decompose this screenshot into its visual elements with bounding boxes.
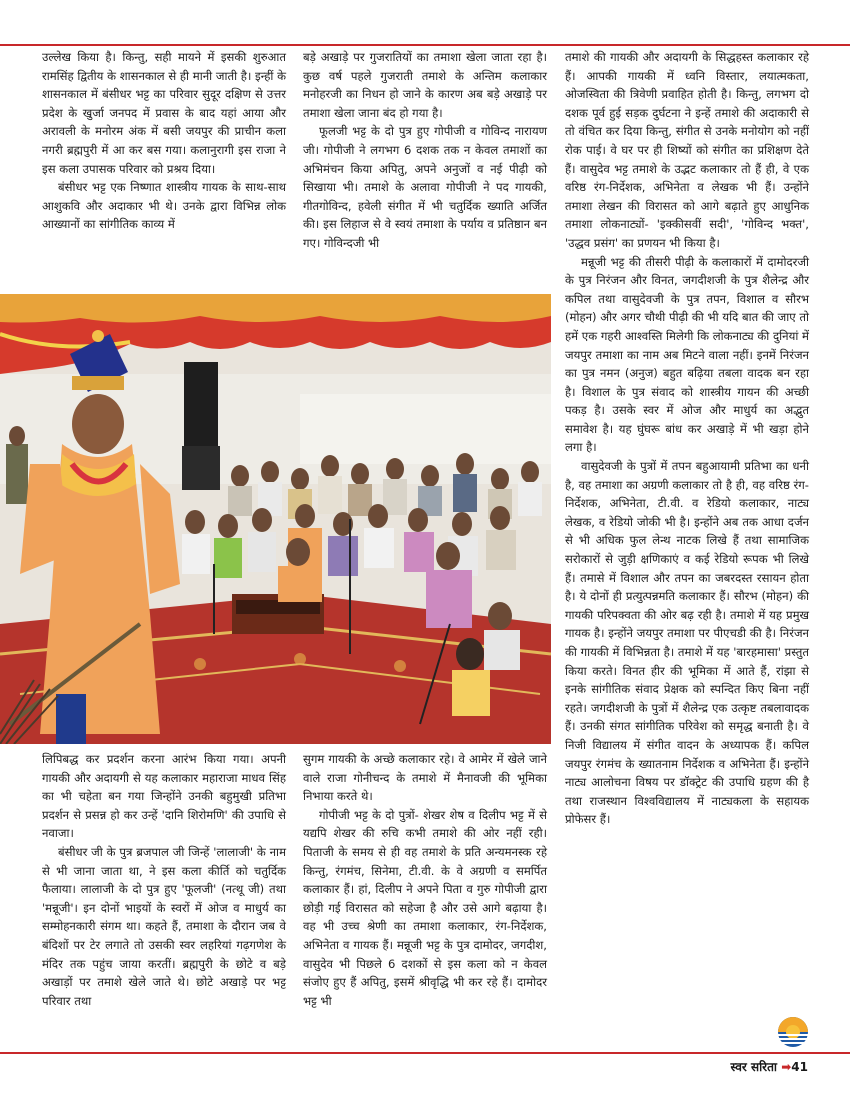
column-1-top — [42, 48, 286, 234]
magazine-name: स्वर सरिता — [730, 1060, 778, 1074]
column-2-bottom — [303, 750, 547, 1010]
paragraph: तमाशे की गायकी और अदायगी के सिद्धहस्त कलाकार रहे हैं। आपकी गायकी में ध्वनि विस्तार, लयात्मकता, ओजस्विता की त्रिवेणी प्रवाहित होती है। किन्तु, लगभग दो दशक पूर्व हुई सड़क दुर्घटना ने इन्हें तमाशे की अदाकारी से तो वंचित कर दिया किन्तु, संगीत से उनके मनोयोग को नहीं रोक पाई। वे घर पर ही शिष्यों को संगीत का प्रशिक्षण देते हैं। वासुदेव भट्ट तमाशे के उद्भट कलाकार तो हैं ही, वे एक वरिष्ठ रंग-निर्देशक, अभिनेता व लेखक भी हैं। उन्होंने तमाशा लेखन की विरासत को आगे बढ़ाते हुए आधुनिक तमाशा लोकनाट्यों- 'इक्कीसवीं सदी', 'गोविन्द भक्त', 'उद्धव प्रसंग' का प्रणयन भी किया है। — [565, 50, 809, 250]
paragraph: बड़े अखाड़े पर गुजरातियों का तमाशा खेला जाता रहा है। कुछ वर्ष पहले गुजराती तमाशे के अन्तिम कलाकार मनोहरजी का निधन हो जाने के कारण अब बड़े अखाड़े पर तमाशा खेला जाना बंद हो गया है। — [303, 50, 547, 120]
top-rule — [0, 44, 850, 46]
column-1-bottom — [42, 750, 286, 1010]
page-number: 41 — [791, 1060, 808, 1074]
arrow-icon: ➡ — [781, 1060, 792, 1074]
paragraph: लिपिबद्ध कर प्रदर्शन करना आरंभ किया गया। अपनी गायकी और अदायगी से यह कलाकार महाराजा माधव सिंह का भी चहेता बन गया जिन्होंने उनकी बहुमुखी प्रतिभा प्रदर्शन से प्रसन्न हो कर उन्हें 'दानि शिरोमणि' की उपाधि से नवाजा। — [42, 752, 286, 841]
paragraph: उल्लेख किया है। किन्तु, सही मायने में इसकी शुरुआत रामसिंह द्वितीय के शासनकाल से ही मानी जाती है। इन्हीं के शासनकाल में बंसीधर भट्ट का परिवार सुदूर दक्षिण से उत्तर प्रदेश के खुर्जा जनपद में प्रवास के बाद यहां आया और अरावली के मनोरम अंक में बसी जयपुर की प्राचीन कला नगरी ब्रह्मपुरी में आ कर बस गया। कलानुरागी इस राजा ने इस कला उपासक परिवार को प्रश्रय दिया। — [42, 50, 286, 176]
paragraph: बंसीधर जी के पुत्र ब्रजपाल जी जिन्हें 'लालाजी' के नाम से भी जाना जाता था, ने इस कला कीर्ति को चतुर्दिक फैलाया। लालाजी के दो पुत्र हुए 'फूलजी' (नत्थू जी) तथा 'मन्नूजी'। इन दोनों भाइयों के स्वरों में ओज व माधुर्य का सम्मोहनकारी संगम था। कहते हैं, तमाशा के दौरान जब वे बंदिशों पर टेर लगाते तो उसकी स्वर लहरियां गढ़गणेश के मंदिर तक पहुंच जाया करतीं। ब्रह्मपुरी के छोटे व बड़े अखाड़ों पर तमाशे खेले जाते थे। छोटे अखाड़े पर भट्ट परिवार तथा — [42, 844, 286, 1008]
paragraph: मन्नूजी भट्ट की तीसरी पीढ़ी के कलाकारों में दामोदरजी के पुत्र निरंजन और विनत, जगदीशजी के पुत्र शैलेन्द्र और कपिल तथा वासुदेवजी के पुत्र तपन, विशाल व सौरभ (मोहन) और अगर चौथी पीढ़ी की भी यदि बात की जाए तो हमें एक गहरी आश्वस्ति मिलेगी कि लोकनाट्य की दुनियां में जयपुर तमाशा का नाम अब मिटने वाला नहीं। इनमें निरंजन का पुत्र नमन (अनुज) बहुत बढ़िया तबला वादक बन रहा है। विशाल के पुत्र संवाद को शास्त्रीय गायन की अच्छी पकड़ है। उसके स्वर में ओज और माधुर्य का अद्भुत समावेश है। यह घुंघरू बांध कर अखाड़े में भी खड़ा होने लगा है। — [565, 254, 809, 455]
sunrise-logo-icon — [773, 1010, 813, 1050]
column-2-top — [303, 48, 547, 253]
performance-photo — [0, 294, 551, 744]
bottom-rule — [0, 1052, 850, 1054]
paragraph: सुगम गायकी के अच्छे कलाकार रहे। वे आमेर में खेले जाने वाले राजा गोनीचन्द के तमाशे में मैनावजी की भूमिका निभाया करते थे। — [303, 752, 547, 804]
paragraph: वासुदेवजी के पुत्रों में तपन बहुआयामी प्रतिभा का धनी है, वह तमाशा का अग्रणी कलाकार तो है ही, वह वरिष्ठ रंग-निर्देशक, अभिनेता, टी.वी. व रेडियो कलाकार, नाट्य लेखक, व रेडियो जोकी भी है। इन्होंने अब तक आधा दर्जन से भी अधिक फुल लेन्थ नाटक लिखे हैं तथा सामाजिक सरोकारों से जुड़ी क्षणिकाएं व कई रेडियो रूपक भी लिखे हैं। तमासे में विशाल और तपन का जबरदस्त रसायन होता है। ये दोनों ही प्रत्युत्पन्नमति कलाकार हैं। सौरभ (मोहन) की गायकी परिपक्वता की ओर बढ़ रही है। तमाशे में यह प्रमुख गायक है। इन्होंने जयपुर तमाशा पर पीएचडी की है। निरंजन की गायकी में विभिन्नता है। तमाशे में यह 'बारहमासा' प्रस्तुत किया करते। विनत हीर की भूमिका में आते हैं, रांझा से इनके सांगीतिक संवाद प्रेक्षक को स्पन्दित किए बिना नहीं रहते। जगदीशजी के पुत्रों में शैलेन्द्र एक उत्कृष्ट तबलावादक हैं। उनकी संगत सांगीतिक परिवेश को समृद्ध बनाती है। वे निजी विद्यालय में संगीत वादन के अध्यापक हैं। कपिल जयपुर रंगमंच के ख्यातनाम निर्देशक व अभिनेता हैं। इन्होंने नाट्य आलोचना विषय पर डॉक्ट्रेट की उपाधि ग्रहण की है तथा राजस्थान विश्वविद्यालय में नाट्यकला के सहायक प्रोफेसर हैं। — [565, 459, 809, 827]
paragraph: गोपीजी भट्ट के दो पुत्रों- शेखर शेष व दिलीप भट्ट में से यद्यपि शेखर की रुचि कभी तमाशे की ओर नहीं रही। पिताजी के समय से ही वह तमाशे के प्रति अन्यमनस्क रहे किन्तु, रंगमंच, सिनेमा, टी.वी. के वे अग्रणी व समर्पित कलाकार हैं। हां, दिलीप ने अपने पिता व गुरु गोपीजी द्वारा छोड़ी गई विरासत को सहेजा है और उसे आगे बढ़ाया है। वह भी उच्च श्रेणी का तमाशा कलाकार, रंग-निर्देशक, अभिनेता व गायक हैं। मन्नूजी भट्ट के पुत्र दामोदर, जगदीश, वासुदेव भी पिछले 6 दशकों से इस कला को न केवल संजोए हुए हैं अपितु, इसमें श्रीवृद्धि भी कर रहे हैं। दामोदर भट्ट भी — [303, 807, 547, 1008]
paragraph: फूलजी भट्ट के दो पुत्र हुए गोपीजी व गोविन्द नारायण जी। गोपीजी ने लगभग 6 दशक तक न केवल तमाशों का अभिमंचन किया अपितु, अपने अनुजों व नई पीढ़ी को सिखाया भी। तमाशे के अलावा गोपीजी ने पद गायकी, गीतगोविन्द, हवेली संगीत में भी चतुर्दिक ख्याति अर्जित की। इस लिहाज से वे स्वयं तमाशा के पर्याय व प्रतिष्ठान बन गए। गोविन्दजी भी — [303, 124, 547, 250]
column-3 — [565, 48, 809, 829]
page-footer — [731, 1058, 808, 1075]
performance-photo-art — [0, 294, 551, 744]
paragraph: बंसीधर भट्ट एक निष्णात शास्त्रीय गायक के साथ-साथ आशुकवि और अदाकार भी थे। उनके द्वारा विभिन्न लोक आख्यानों का सांगीतिक काव्य में — [42, 180, 286, 232]
